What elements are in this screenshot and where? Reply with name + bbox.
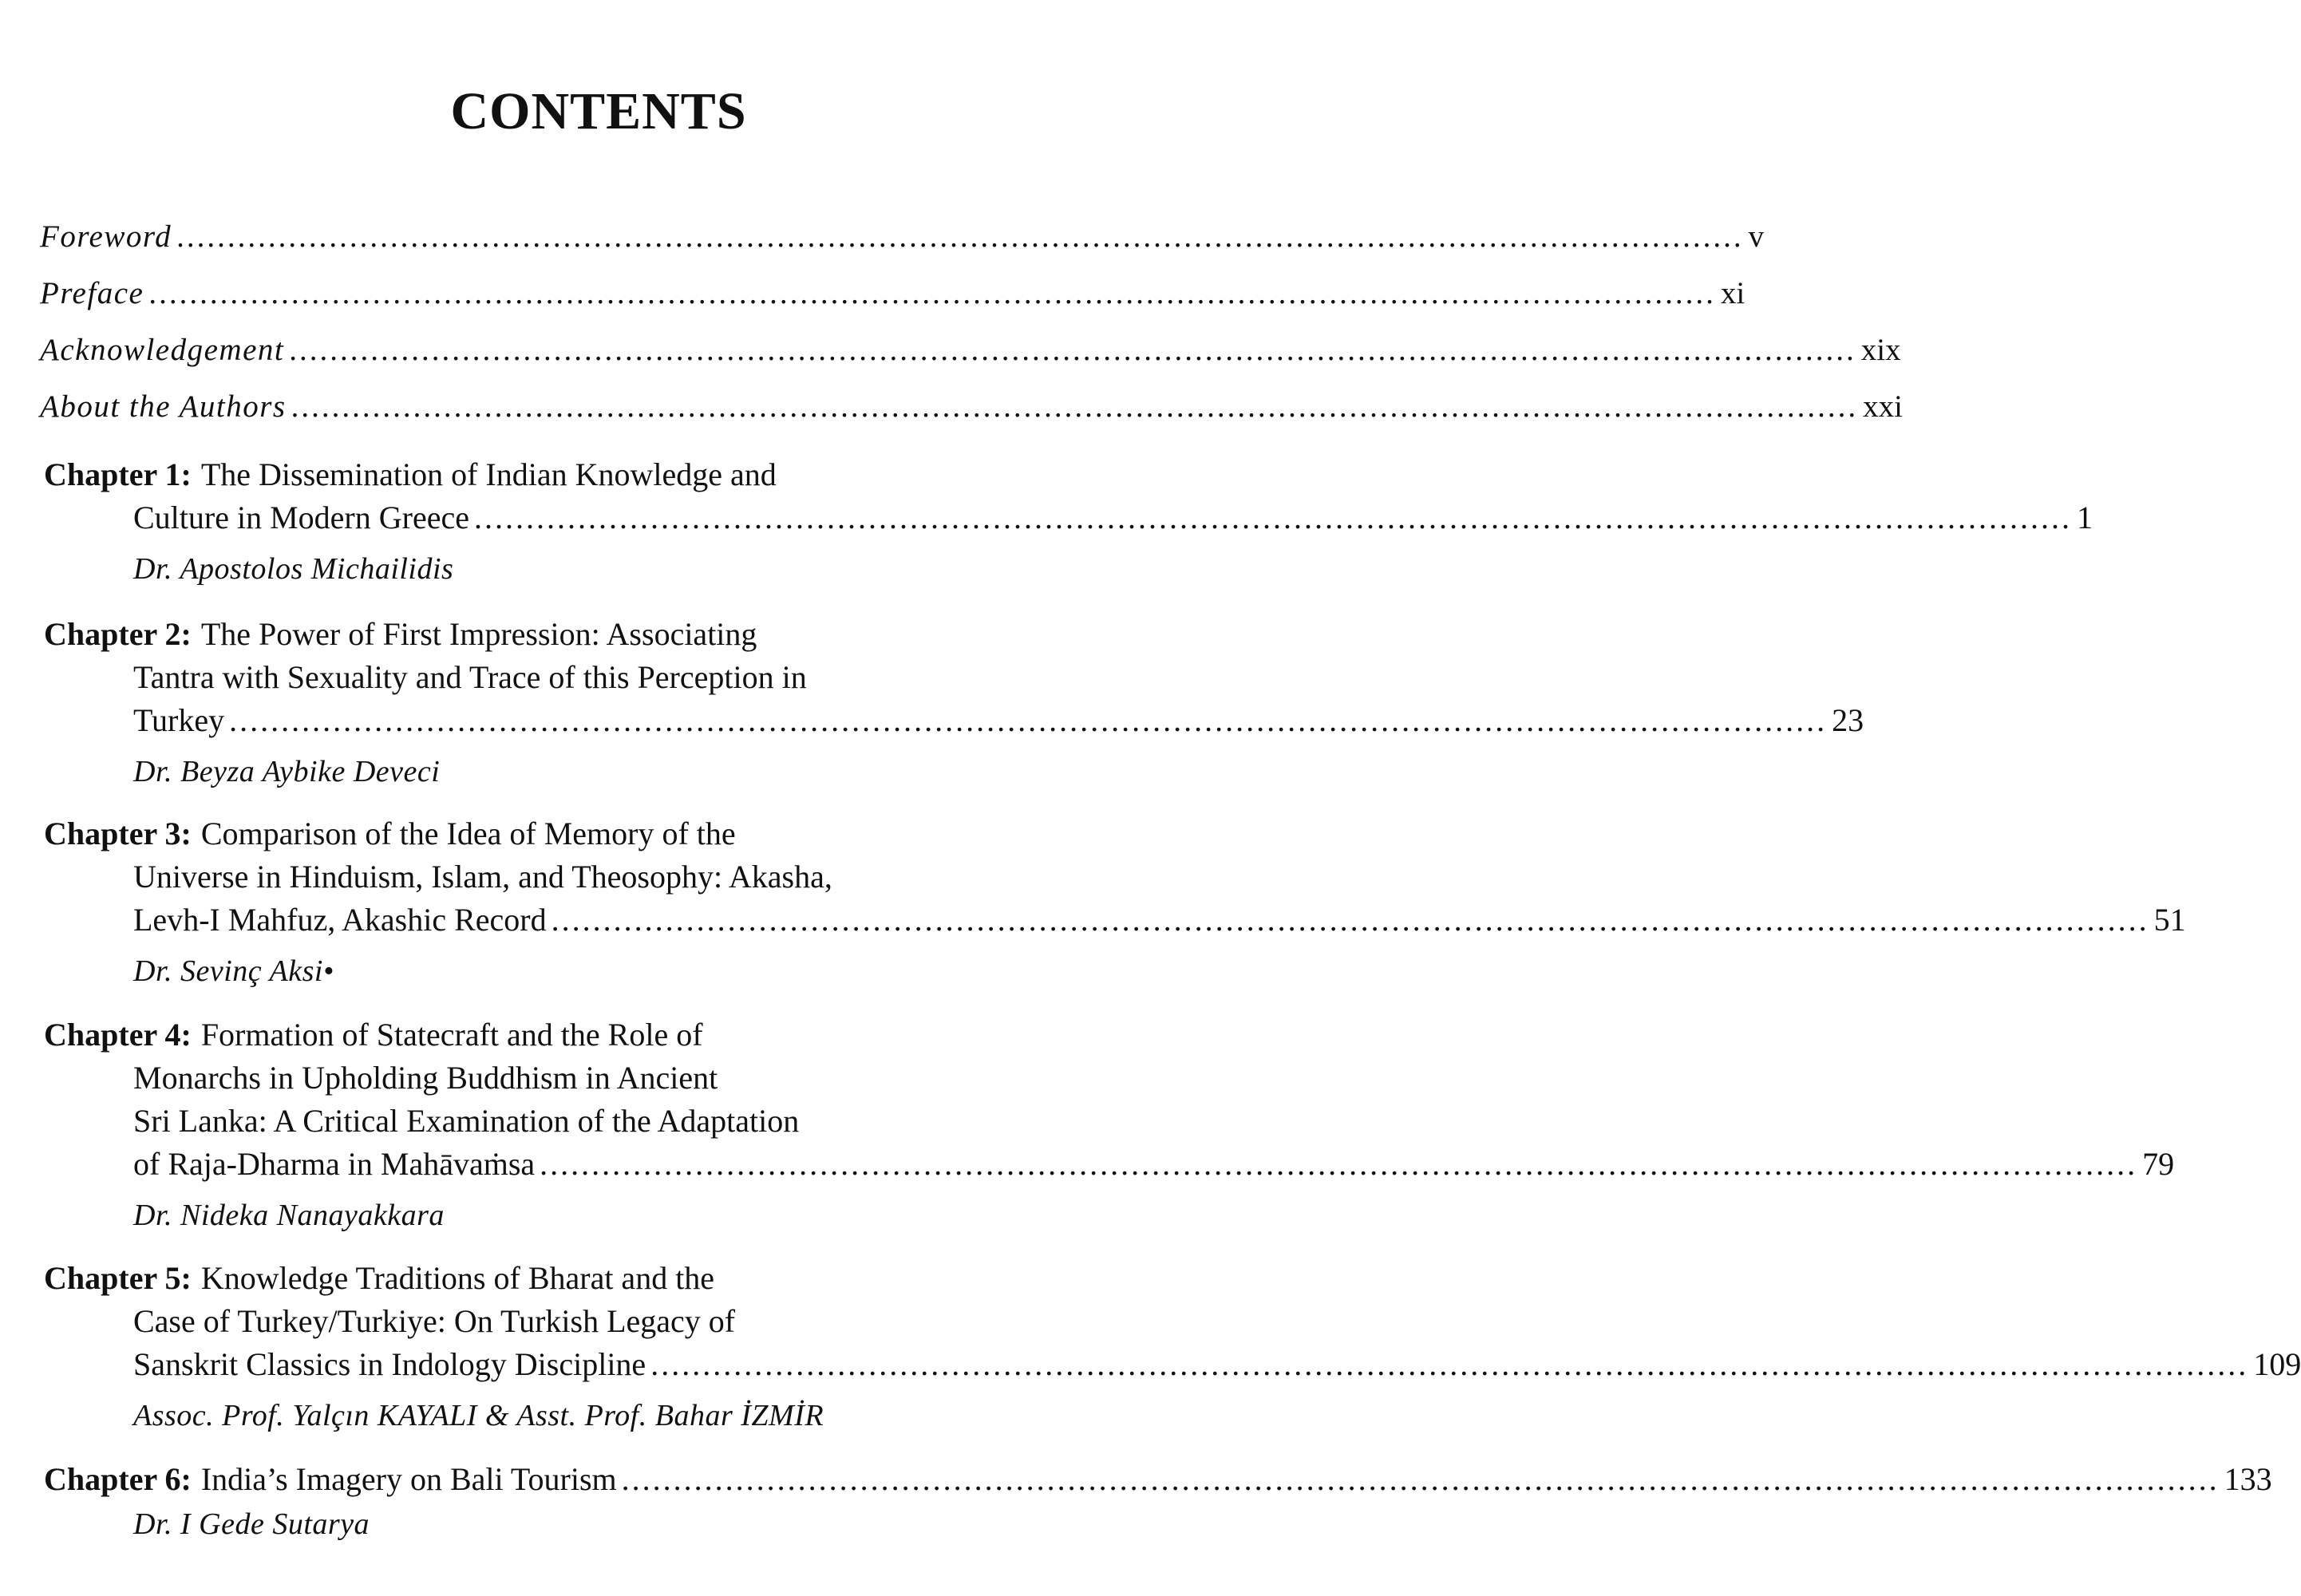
chapter-title: of Raja-Dharma in Mahāvaṁsa [133,1146,536,1182]
chapter-label: Chapter 1: [44,456,192,492]
chapter-title-line [44,699,1864,742]
page-title: CONTENTS [450,82,747,140]
chapter-title: Sri Lanka: A Critical Examination of the Adaptation [133,1103,800,1139]
chapter-title-line [44,1013,1181,1057]
chapter-label: Chapter 5: [44,1260,192,1296]
page-number: 1 [2076,500,2093,535]
chapter-label: Chapter 2: [44,616,192,652]
chapter-title: Tantra with Sexuality and Trace of this Perception in [133,659,807,695]
page-number: 109 [2253,1346,2301,1382]
chapter-title: Comparison of the Idea of Memory of the [200,816,736,851]
chapter-title: Levh-I Mahfuz, Akashic Record [133,902,547,938]
chapter-label: Chapter 4: [44,1017,192,1053]
entry-title: Foreword [40,219,172,254]
dot-leader: .......................................................................................................................................................... [291,389,1859,424]
chapter-entry[interactable] [44,1013,2175,1242]
chapter-title-line [44,812,1181,855]
chapter-author: Dr. Apostolos Michailidis [133,552,454,586]
chapter-entry[interactable] [44,613,1864,798]
chapter-title-line [44,1343,2301,1386]
chapter-title-line [44,496,2093,539]
chapter-entry[interactable] [44,1458,2272,1551]
chapter-entry[interactable] [44,812,2186,998]
chapter-title: Formation of Statecraft and the Role of [200,1017,703,1053]
chapter-title: Culture in Modern Greece [133,500,469,535]
dot-leader: .......................................................................................................................................................... [540,1146,2138,1182]
toc-entry[interactable] [40,329,1901,372]
chapter-label: Chapter 6: [44,1461,192,1497]
chapter-title-line [44,1300,1181,1343]
page-number: 23 [1832,702,1864,738]
chapter-title: Sanskrit Classics in Indology Discipline [133,1346,646,1382]
chapter-title-line [44,1100,1181,1143]
chapter-author: Assoc. Prof. Yalçın KAYALI & Asst. Prof. Bahar İZMİR [133,1399,824,1432]
page-number: xix [1860,333,1901,367]
page-number: xi [1720,276,1746,310]
chapter-title: Turkey [133,702,225,738]
chapter-title-line [44,453,1181,496]
page-number: 133 [2224,1461,2272,1497]
chapter-title: The Power of First Impression: Associating [200,616,757,652]
dot-leader: .......................................................................................................................................................... [650,1346,2249,1382]
dot-leader: .......................................................................................................................................................... [176,219,1744,254]
chapter-author: Dr. Sevinç Aksi• [133,954,334,988]
chapter-title: India’s Imagery on Bali Tourism [200,1461,617,1497]
chapter-author: Dr. Beyza Aybike Deveci [133,755,441,788]
chapter-title-line [44,1458,2272,1501]
entry-title: About the Authors [40,389,287,424]
dot-leader: .......................................................................................................................................................... [551,902,2149,938]
chapter-title: Monarchs in Upholding Buddhism in Ancient [133,1060,718,1096]
dot-leader: .......................................................................................................................................................... [289,333,1856,367]
dot-leader: .......................................................................................................................................................... [621,1461,2220,1497]
chapter-title-line [44,1257,1181,1300]
dot-leader: .......................................................................................................................................................... [229,702,1828,738]
chapter-entry[interactable] [44,1257,2301,1442]
toc-entry[interactable] [40,385,1903,429]
chapter-title-line [44,855,1181,899]
chapter-title-line [44,1143,2175,1186]
chapter-title-line [44,613,1181,656]
chapter-title-line [44,1057,1181,1100]
front-matter-list [40,215,1903,429]
chapter-title: Universe in Hinduism, Islam, and Theosophy: Akasha, [133,859,832,895]
page-number: xxi [1863,389,1903,424]
toc-entry[interactable] [40,215,1765,259]
page-number: 79 [2142,1146,2175,1182]
chapter-title-line [44,899,2186,942]
chapter-title: Knowledge Traditions of Bharat and the [200,1260,715,1296]
dot-leader: .......................................................................................................................................................... [473,500,2072,535]
page-number: v [1748,219,1765,254]
toc-entry[interactable] [40,272,1746,315]
entry-title: Acknowledgement [40,333,285,367]
chapter-title: Case of Turkey/Turkiye: On Turkish Legacy of [133,1303,736,1339]
page-number: 51 [2153,902,2186,938]
chapter-title: The Dissemination of Indian Knowledge and [200,456,777,492]
chapter-author: Dr. I Gede Sutarya [133,1507,370,1541]
chapter-title-line [44,656,1181,699]
chapter-entry[interactable] [44,453,2093,595]
entry-title: Preface [40,276,144,310]
chapter-label: Chapter 3: [44,816,192,851]
dot-leader: .......................................................................................................................................................... [148,276,1716,310]
chapter-author: Dr. Nideka Nanayakkara [133,1199,445,1232]
